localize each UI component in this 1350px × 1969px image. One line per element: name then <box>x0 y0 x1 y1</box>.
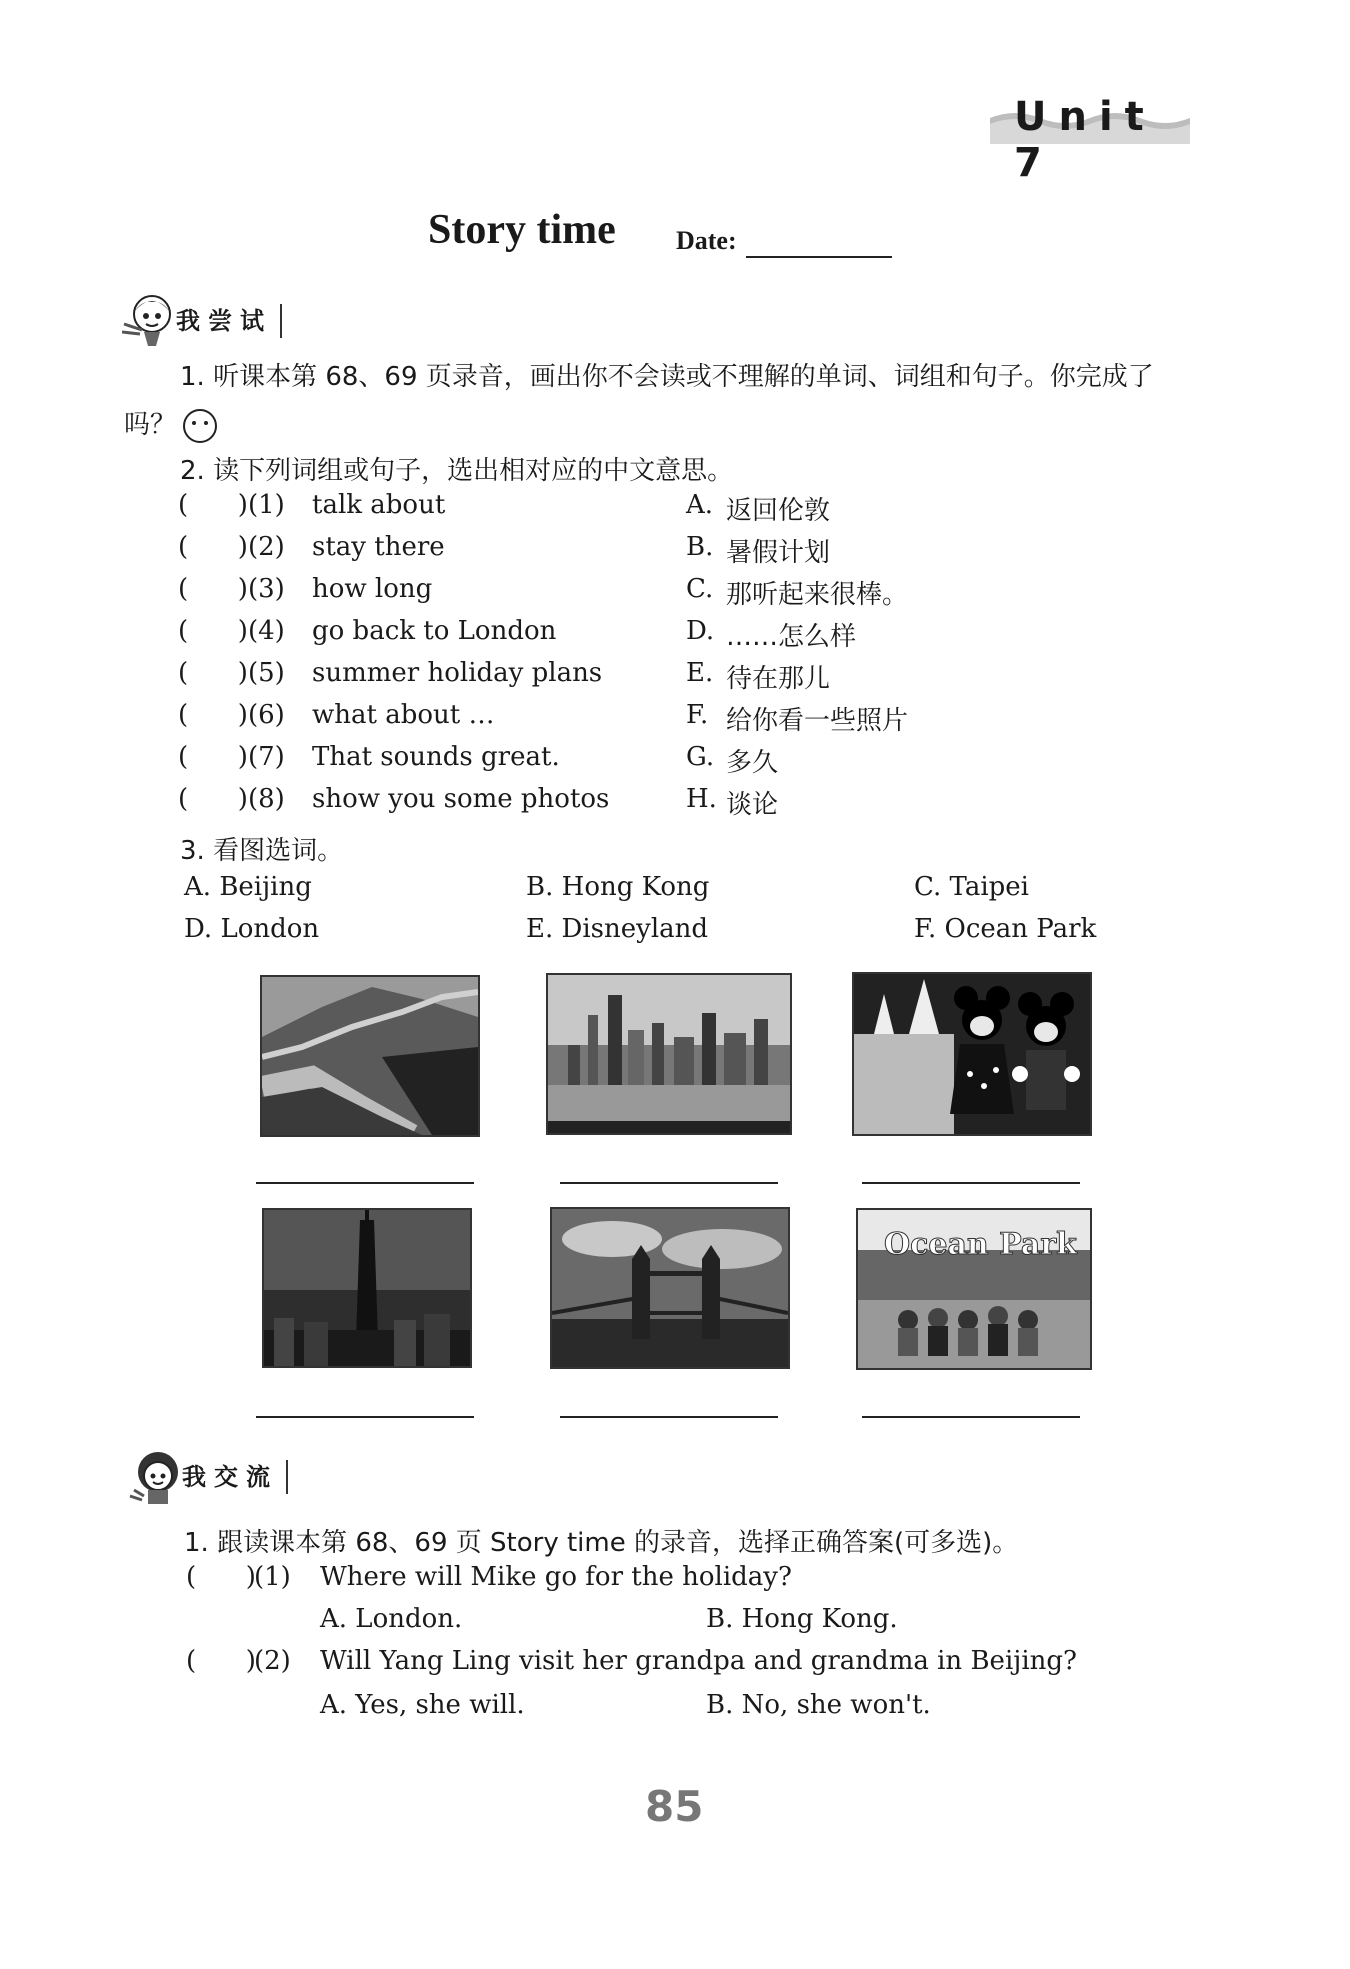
ocean-park-image <box>858 1210 1090 1368</box>
q2-cn: 返回伦敦 <box>726 496 831 526</box>
photo-ocean-park <box>856 1208 1092 1370</box>
answer-blank[interactable]: ( ) <box>178 490 248 520</box>
answer-line[interactable] <box>560 1416 778 1418</box>
answer-blank[interactable]: ( ) <box>178 658 248 688</box>
q3-opt-c <box>914 872 1029 902</box>
s2-q2-opt-a: A. Yes, she will. <box>320 1690 525 1720</box>
q2-cn: 待在那儿 <box>726 664 831 694</box>
opt-letter: F. <box>914 914 937 944</box>
s2-q-text: Will Yang Ling visit her grandpa and grandma in Beijing? <box>320 1646 1077 1676</box>
disneyland-image <box>854 974 1090 1134</box>
q1-cont <box>124 404 218 444</box>
q2-row-1 <box>178 490 1078 532</box>
opt-word: London <box>220 914 320 944</box>
q2-cn: ……怎么样 <box>726 622 857 652</box>
q1-text: 1. 听课本第 68、69 页录音，画出你不会读或不理解的单词、词组和句子。你完成了 <box>180 362 1154 392</box>
date-label: Date: <box>676 226 737 255</box>
q2-row-8 <box>178 784 1078 826</box>
answer-blank[interactable]: ( ) <box>178 742 248 772</box>
date-input-line[interactable] <box>746 256 892 258</box>
ocean-park-sign: Ocean Park <box>884 1227 1077 1262</box>
section-talk-label: 我交流 <box>182 1460 288 1494</box>
unit-tab <box>990 88 1190 186</box>
great-wall-image <box>262 977 478 1135</box>
answer-line[interactable] <box>862 1416 1080 1418</box>
photo-london <box>550 1207 790 1369</box>
q2-num: (7) <box>248 742 285 772</box>
q2-cn: 多久 <box>726 748 779 778</box>
s2-q1-opt-b: B. Hong Kong. <box>706 1604 898 1634</box>
q2-cn: 暑假计划 <box>726 538 831 568</box>
q2-text: 2. 读下列词组或句子，选出相对应的中文意思。 <box>180 456 734 486</box>
s2-q-num: (2) <box>254 1646 291 1676</box>
answer-line[interactable] <box>256 1182 474 1184</box>
s2-q1-text: 1. 跟读课本第 68、69 页 Story time 的录音，选择正确答案(可多选)。 <box>184 1528 1019 1558</box>
q3-opt-b <box>526 872 709 902</box>
q2-opt: C. <box>686 574 714 604</box>
s2-q-num: (1) <box>254 1562 291 1592</box>
s2-q1-opt-a: A. London. <box>320 1604 463 1634</box>
q2-row-7 <box>178 742 1078 784</box>
opt-letter: D. <box>184 914 213 944</box>
q2-num: (3) <box>248 574 285 604</box>
answer-line[interactable] <box>862 1182 1080 1184</box>
q2-list <box>178 490 1078 826</box>
q2-en: what about … <box>312 700 495 730</box>
answer-blank[interactable]: ( ) <box>178 532 248 562</box>
opt-letter: B. <box>526 872 554 902</box>
s2-question-1 <box>186 1562 1086 1604</box>
answer-blank[interactable]: ( ) <box>186 1562 256 1592</box>
q2-opt: D. <box>686 616 715 646</box>
mascot-girl-icon <box>122 290 184 348</box>
q2-en: talk about <box>312 490 446 520</box>
opt-letter: E. <box>526 914 554 944</box>
q2-en: That sounds great. <box>312 742 560 772</box>
s2-question-2 <box>186 1646 1086 1688</box>
q2-opt: G. <box>686 742 715 772</box>
q2-num: (2) <box>248 532 285 562</box>
tower-bridge-image <box>552 1209 788 1367</box>
q2-en: go back to London <box>312 616 557 646</box>
q2-opt: H. <box>686 784 717 814</box>
q2-row-2 <box>178 532 1078 574</box>
q2-num: (5) <box>248 658 285 688</box>
smiley-face-icon[interactable] <box>182 408 218 444</box>
q2-num: (8) <box>248 784 285 814</box>
opt-word: Disneyland <box>561 914 709 944</box>
photo-taipei <box>262 1208 472 1368</box>
q3-opt-f <box>914 914 1096 944</box>
q1-cont-text: 吗？ <box>124 410 177 440</box>
answer-blank[interactable]: ( ) <box>178 700 248 730</box>
mascot-boy-icon <box>128 1446 190 1504</box>
q2-en: summer holiday plans <box>312 658 603 688</box>
section-try-label: 我尝试 <box>176 304 282 338</box>
q2-num: (6) <box>248 700 285 730</box>
answer-line[interactable] <box>256 1416 474 1418</box>
s2-q-text: Where will Mike go for the holiday? <box>320 1562 792 1592</box>
q3-opt-e <box>526 914 708 944</box>
answer-blank[interactable]: ( ) <box>178 616 248 646</box>
answer-blank[interactable]: ( ) <box>178 574 248 604</box>
opt-letter: A. <box>184 872 212 902</box>
opt-word: Beijing <box>219 872 312 902</box>
photo-hong-kong <box>546 973 792 1135</box>
opt-word: Ocean Park <box>944 914 1097 944</box>
q2-opt: A. <box>686 490 714 520</box>
unit-label: Unit 7 <box>1014 94 1156 186</box>
q2-en: how long <box>312 574 433 604</box>
q2-num: (4) <box>248 616 285 646</box>
q2-cn: 那听起来很棒。 <box>726 580 909 610</box>
q2-cn: 给你看一些照片 <box>726 706 909 736</box>
q2-opt: F. <box>686 700 709 730</box>
q2-row-5 <box>178 658 1078 700</box>
q2-num: (1) <box>248 490 285 520</box>
q2-row-6 <box>178 700 1078 742</box>
q3-opt-d <box>184 914 319 944</box>
q3-text: 3. 看图选词。 <box>180 836 344 866</box>
q2-en: show you some photos <box>312 784 610 814</box>
q2-opt: E. <box>686 658 714 688</box>
page-number: 85 <box>645 1782 704 1831</box>
q2-opt: B. <box>686 532 714 562</box>
q2-row-4 <box>178 616 1078 658</box>
section-talk-header <box>128 1446 348 1502</box>
hong-kong-skyline-image <box>548 975 790 1133</box>
photo-disneyland <box>852 972 1092 1136</box>
opt-word: Hong Kong <box>561 872 710 902</box>
opt-letter: C. <box>914 872 942 902</box>
answer-line[interactable] <box>560 1182 778 1184</box>
q3-opt-a <box>184 872 312 902</box>
s2-q2-opt-b: B. No, she won't. <box>706 1690 931 1720</box>
answer-blank[interactable]: ( ) <box>186 1646 256 1676</box>
answer-blank[interactable]: ( ) <box>178 784 248 814</box>
photo-great-wall <box>260 975 480 1137</box>
taipei-101-image <box>264 1210 470 1366</box>
section-try-header <box>122 290 342 346</box>
q2-cn: 谈论 <box>726 790 779 820</box>
page-title: Story time <box>428 207 616 253</box>
opt-word: Taipei <box>949 872 1029 902</box>
q2-en: stay there <box>312 532 445 562</box>
q2-row-3 <box>178 574 1078 616</box>
